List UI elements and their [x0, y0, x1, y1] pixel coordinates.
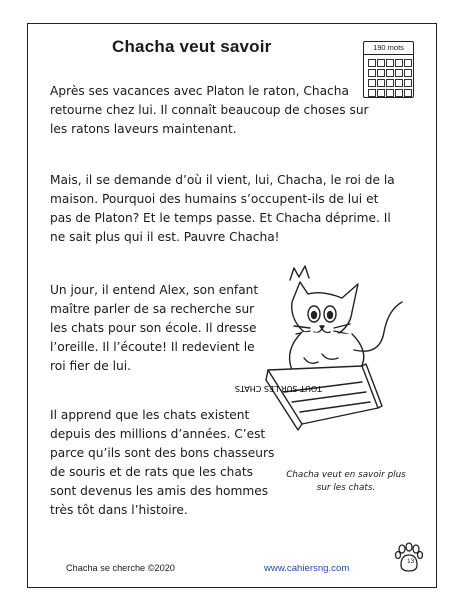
- page-title: Chacha veut savoir: [112, 37, 272, 56]
- book-cover-text: TOUT SUR LES CHATS: [234, 384, 322, 393]
- word-count-divider: [364, 54, 413, 55]
- paragraph-1: Après ses vacances avec Platon le raton, Chacha retourne chez lui. Il connaît beaucoup de choses sur les ratons laveurs maintenant.: [50, 84, 369, 136]
- paw-print-icon: [393, 541, 425, 573]
- footer-copyright: Chacha se cherche ©2020: [66, 563, 175, 573]
- paragraph-3: Un jour, il entend Alex, son enfant maître parler de sa recherche sur les chats pour son école. Il dresse l’oreille. Il l’écoute! Il redevient le roi fier de lui.: [50, 283, 259, 373]
- footer-website-link[interactable]: www.cahiersng.com: [264, 563, 350, 574]
- cat-reading-book-illustration: [234, 258, 417, 428]
- paragraph-4: Il apprend que les chats existent depuis des millions d’années. C’est parce qu’ils sont des bons chasseurs de souris et de rats que les chats sont devenus les amis des hommes très tôt dans l’histoire.: [50, 408, 275, 517]
- illustration-caption: Chacha veut en savoir plus sur les chats.: [286, 470, 406, 493]
- page-number: 13: [407, 558, 415, 565]
- paragraph-2: Mais, il se demande d’où il vient, lui, Chacha, le roi de la maison. Pourquoi des humains s’occupent-ils de lui et pas de Platon? Et le temps passe. Et Chacha déprime. Il ne sait plus qui il est. Pauvre Chacha!: [50, 173, 395, 244]
- word-count-label: 190 mots: [373, 43, 404, 52]
